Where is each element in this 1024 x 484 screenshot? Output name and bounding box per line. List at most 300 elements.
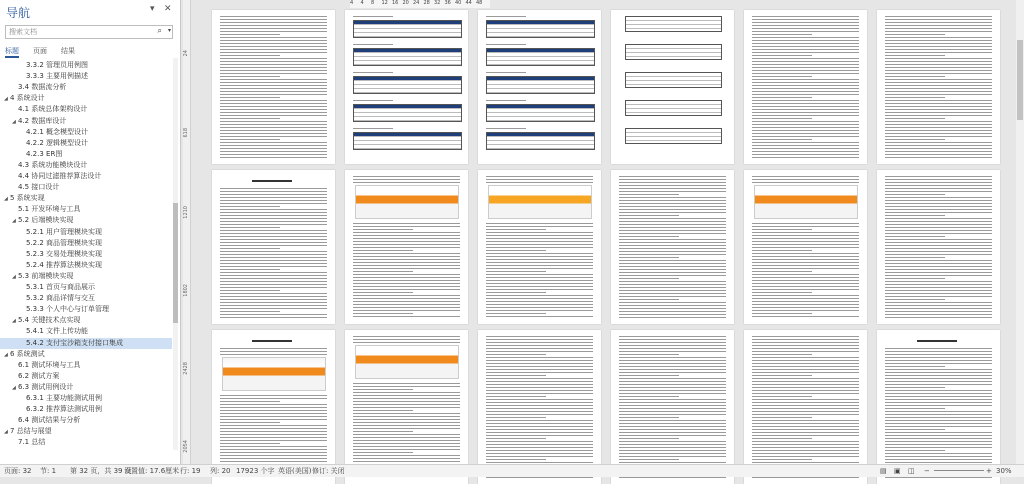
text-line [619, 236, 679, 237]
ruler-number: 1802 [183, 284, 189, 297]
text-line [885, 61, 992, 62]
text-line [885, 191, 992, 192]
text-line [220, 209, 327, 210]
document-scroll-thumb[interactable] [1017, 40, 1023, 120]
collapse-arrow-icon[interactable]: ◢ [4, 196, 8, 203]
collapse-arrow-icon[interactable]: ◢ [12, 218, 16, 225]
text-line [220, 82, 327, 83]
text-line [353, 413, 460, 414]
text-line [353, 386, 460, 387]
text-line [353, 383, 460, 384]
text-line [752, 28, 859, 29]
status-words[interactable]: 17923 个字 [236, 467, 275, 475]
text-line [885, 408, 945, 409]
text-line [752, 148, 859, 149]
text-line [220, 242, 327, 243]
text-line [486, 310, 593, 311]
text-line [752, 477, 859, 478]
status-page[interactable]: 页面: 32 [4, 467, 32, 475]
text-line [220, 431, 327, 432]
nav-item-label: 4.1 系统总体架构设计 [18, 105, 88, 114]
ruler-number: 48 [476, 0, 483, 6]
nav-item-label: 5.4.2 支付宝沙箱支付接口集成 [26, 338, 124, 347]
nav-item-label: 4.2.3 ER图 [26, 149, 63, 158]
nav-item-label: 6.3 测试用例设计 [18, 382, 74, 391]
table-header-bar [487, 133, 594, 136]
text-line [752, 67, 859, 68]
text-line [220, 413, 327, 414]
text-line [885, 37, 992, 38]
nav-item-label: 7.1 总结 [18, 438, 46, 447]
text-line [486, 420, 593, 421]
nav-item[interactable] [0, 60, 172, 71]
text-line [220, 188, 327, 189]
text-line [752, 136, 859, 137]
document-page[interactable] [611, 170, 734, 324]
zoom-in-icon[interactable]: + [986, 467, 992, 475]
document-page[interactable] [345, 170, 468, 324]
text-line [220, 227, 280, 228]
document-page[interactable] [478, 170, 601, 324]
text-line [885, 242, 992, 243]
document-page[interactable] [212, 170, 335, 324]
text-line [353, 455, 460, 456]
view-print-icon[interactable]: ▣ [894, 467, 901, 475]
text-line [220, 311, 280, 312]
text-line [619, 281, 726, 282]
nav-item[interactable] [0, 71, 172, 82]
status-page-of[interactable]: 第 32 页，共 39 页 [70, 467, 132, 475]
text-line [752, 121, 859, 122]
text-line [486, 381, 593, 382]
nav-item[interactable] [0, 215, 172, 226]
text-line [353, 404, 460, 405]
text-line [220, 88, 327, 89]
text-line [353, 265, 460, 266]
text-line [885, 317, 992, 318]
text-line [752, 22, 859, 23]
text-line [752, 182, 859, 183]
table-header-bar [487, 49, 594, 52]
ruler-number: 2428 [183, 362, 189, 375]
text-line [885, 251, 992, 252]
document-page[interactable] [611, 10, 734, 164]
tab-headings[interactable]: 标题 [5, 46, 19, 58]
text-line [353, 44, 393, 45]
text-line [220, 218, 327, 219]
text-line [353, 446, 460, 447]
text-line [220, 103, 327, 104]
document-page[interactable] [877, 170, 1000, 324]
text-line [486, 280, 593, 281]
text-line [220, 446, 327, 447]
text-line [220, 434, 327, 435]
text-line [220, 281, 327, 282]
status-column[interactable]: 列: 20 [210, 467, 231, 475]
text-line [220, 58, 327, 59]
nav-item-label: 5.2.1 用户管理模块实现 [26, 227, 103, 236]
text-line [752, 64, 859, 65]
nav-scroll-thumb[interactable] [173, 203, 178, 323]
text-line [220, 449, 327, 450]
collapse-arrow-icon[interactable]: ◢ [12, 384, 16, 391]
text-line [220, 266, 327, 267]
text-line [220, 398, 327, 399]
text-line [353, 440, 460, 441]
text-line [353, 461, 460, 462]
text-line [619, 176, 726, 177]
document-page[interactable] [744, 10, 867, 164]
nav-item[interactable] [0, 404, 172, 415]
text-line [885, 218, 992, 219]
text-line [885, 432, 992, 433]
nav-item[interactable] [0, 271, 172, 282]
collapse-arrow-icon[interactable]: ◢ [4, 96, 8, 103]
nav-item-label: 5.3.3 个人中心与订单管理 [26, 305, 110, 314]
text-line [353, 431, 413, 432]
nav-item[interactable] [0, 282, 172, 293]
nav-item[interactable] [0, 138, 172, 149]
text-line [752, 348, 859, 349]
status-setting[interactable]: 设置值: 17.6厘米 [124, 467, 180, 475]
text-line [486, 295, 593, 296]
view-web-icon[interactable]: ◫ [908, 467, 915, 475]
navigation-title: 导航 [6, 6, 31, 20]
text-line [619, 435, 726, 436]
nav-item[interactable] [0, 382, 172, 393]
text-line [752, 459, 812, 460]
search-input[interactable] [5, 25, 173, 39]
text-line [486, 363, 593, 364]
document-page[interactable] [744, 170, 867, 324]
text-line [220, 25, 327, 26]
text-line [619, 390, 726, 391]
text-line [885, 429, 945, 430]
text-line [885, 284, 992, 285]
text-line [885, 148, 992, 149]
nav-item-label: 6.2 测试方案 [18, 371, 60, 380]
collapse-arrow-icon[interactable]: ◢ [4, 351, 8, 358]
text-line [619, 351, 726, 352]
text-line [220, 404, 327, 405]
text-line [220, 55, 280, 56]
nav-item-label: 4.4 协同过滤推荐算法设计 [18, 172, 102, 180]
text-line [885, 179, 992, 180]
text-line [220, 22, 327, 23]
text-line [885, 197, 992, 198]
text-line [220, 79, 327, 80]
nav-item[interactable] [0, 315, 172, 326]
screenshot-thumbnail [754, 185, 858, 219]
text-line [619, 317, 726, 318]
text-line [353, 16, 393, 17]
text-line [220, 269, 280, 270]
text-line [353, 307, 460, 308]
zoom-level[interactable]: 30% [996, 467, 1012, 475]
text-line [885, 109, 992, 110]
text-line [619, 441, 726, 442]
text-line [885, 227, 992, 228]
text-line [885, 94, 992, 95]
text-line [220, 305, 327, 306]
text-line [353, 226, 460, 227]
status-line[interactable]: 行: 19 [180, 467, 201, 475]
document-page[interactable] [345, 10, 468, 164]
text-line [220, 127, 327, 128]
text-line [220, 251, 327, 252]
text-line [619, 447, 726, 448]
nav-item[interactable] [0, 338, 172, 349]
text-line [220, 236, 327, 237]
text-line [220, 130, 327, 131]
text-line [752, 375, 812, 376]
text-line [220, 425, 327, 426]
nav-item[interactable] [0, 360, 172, 371]
text-line [220, 275, 327, 276]
text-line [885, 311, 992, 312]
collapse-arrow-icon[interactable]: ◢ [12, 318, 16, 325]
text-line [619, 378, 726, 379]
text-line [619, 287, 726, 288]
nav-item-label: 6.3.1 主要功能测试用例 [26, 394, 103, 402]
status-track-changes[interactable]: 修订: 关闭 [312, 467, 345, 475]
text-line [220, 272, 327, 273]
text-line [486, 307, 593, 308]
text-line [619, 179, 726, 180]
text-line [486, 277, 593, 278]
text-line [752, 223, 859, 224]
nav-scrollbar[interactable] [173, 58, 178, 450]
text-line [752, 115, 859, 116]
nav-item[interactable] [0, 93, 172, 104]
text-line [220, 248, 280, 249]
text-line [486, 182, 593, 183]
text-line [885, 124, 992, 125]
text-line [353, 422, 460, 423]
text-line [885, 296, 992, 297]
view-read-icon[interactable]: ▤ [880, 467, 887, 475]
document-scrollbar[interactable] [1016, 0, 1024, 464]
document-page[interactable] [478, 10, 601, 164]
search-dropdown-icon[interactable]: ▾ [167, 27, 171, 34]
text-line [752, 298, 859, 299]
text-line [885, 188, 992, 189]
document-page[interactable] [611, 330, 734, 484]
text-line [752, 253, 859, 254]
nav-item[interactable] [0, 437, 172, 448]
text-line [619, 357, 726, 358]
nav-item[interactable] [0, 426, 172, 437]
text-line [885, 287, 992, 288]
screenshot-thumbnail [355, 185, 459, 219]
ruler-number: 28 [423, 0, 430, 6]
nav-item[interactable] [0, 260, 172, 271]
text-line [619, 375, 679, 376]
text-line [885, 257, 945, 258]
collapse-arrow-icon[interactable]: ◢ [12, 273, 16, 280]
nav-item[interactable] [0, 227, 172, 238]
text-line [885, 477, 992, 478]
text-line [885, 203, 992, 204]
document-page[interactable] [478, 330, 601, 484]
text-line [353, 401, 460, 402]
zoom-out-icon[interactable]: − [924, 467, 930, 475]
text-line [885, 369, 992, 370]
nav-item[interactable] [0, 293, 172, 304]
text-line [885, 357, 992, 358]
nav-item[interactable] [0, 182, 172, 193]
text-line [619, 197, 726, 198]
text-line [752, 127, 859, 128]
text-line [752, 456, 859, 457]
nav-item[interactable] [0, 415, 172, 426]
close-icon[interactable]: ✕ [164, 4, 172, 14]
text-line [619, 254, 726, 255]
text-line [885, 79, 992, 80]
nav-item[interactable] [0, 393, 172, 404]
text-line [353, 244, 460, 245]
nav-item[interactable] [0, 371, 172, 382]
text-line [752, 441, 859, 442]
text-line [885, 302, 992, 303]
nav-item[interactable] [0, 204, 172, 215]
text-line [353, 310, 460, 311]
text-line [486, 393, 593, 394]
text-line [619, 432, 726, 433]
text-line [220, 287, 327, 288]
text-line [752, 151, 859, 152]
nav-item-label: 5.2.3 交易处理模块实现 [26, 249, 103, 258]
nav-item[interactable] [0, 116, 172, 127]
text-line [752, 61, 859, 62]
text-line [885, 52, 992, 53]
text-line [486, 447, 593, 448]
nav-item[interactable] [0, 193, 172, 204]
text-line [486, 444, 593, 445]
text-line [486, 223, 593, 224]
text-line [885, 58, 992, 59]
text-line [885, 151, 992, 152]
text-line [486, 432, 593, 433]
text-line [353, 316, 460, 317]
text-line [353, 398, 460, 399]
text-line [220, 284, 327, 285]
nav-item[interactable] [0, 304, 172, 315]
text-line [220, 440, 327, 441]
nav-item[interactable] [0, 149, 172, 160]
table-thumbnail [353, 48, 462, 66]
document-page[interactable] [345, 330, 468, 484]
text-line [619, 423, 726, 424]
text-line [619, 459, 679, 460]
search-icon[interactable]: ⌕ [157, 26, 162, 35]
tab-results[interactable]: 结果 [61, 47, 75, 55]
text-line [220, 416, 327, 417]
status-section[interactable]: 节: 1 [40, 467, 57, 475]
text-line [752, 286, 859, 287]
document-page[interactable] [877, 330, 1000, 484]
text-line [353, 241, 460, 242]
collapse-arrow-icon[interactable]: ◢ [12, 118, 16, 125]
nav-item[interactable] [0, 171, 172, 182]
text-line [885, 239, 992, 240]
text-line [220, 452, 327, 453]
text-line [885, 293, 992, 294]
text-line [619, 278, 679, 279]
status-language[interactable]: 英语(美国) [278, 467, 312, 475]
text-line [619, 348, 726, 349]
text-line [486, 316, 593, 317]
document-page[interactable] [212, 330, 335, 484]
text-line [353, 292, 413, 293]
text-line [486, 417, 546, 418]
text-line [353, 437, 460, 438]
nav-item[interactable] [0, 160, 172, 171]
text-line [486, 339, 593, 340]
nav-item[interactable] [0, 104, 172, 115]
nav-item-label: 5.4.1 文件上传功能 [26, 327, 89, 336]
table-thumbnail [625, 16, 722, 32]
collapse-arrow-icon[interactable]: ◢ [4, 429, 8, 436]
text-line [885, 417, 992, 418]
text-line [885, 459, 992, 460]
text-line [486, 348, 593, 349]
table-thumbnail [353, 76, 462, 94]
text-line [885, 245, 992, 246]
text-line [353, 389, 413, 390]
text-line [486, 100, 526, 101]
text-line [220, 46, 327, 47]
zoom-slider[interactable] [934, 470, 984, 471]
document-page[interactable] [212, 10, 335, 164]
text-line [885, 106, 992, 107]
nav-item-label: 4.3 系统功能模块设计 [18, 160, 88, 169]
text-line [885, 16, 992, 17]
text-line [752, 46, 859, 47]
nav-item[interactable] [0, 127, 172, 138]
text-line [220, 437, 327, 438]
text-line [619, 248, 726, 249]
text-line [752, 354, 812, 355]
tab-pages[interactable]: 页面 [33, 47, 47, 55]
text-line [885, 209, 992, 210]
text-line [220, 215, 327, 216]
text-line [619, 408, 726, 409]
text-line [752, 453, 859, 454]
text-line [752, 256, 859, 257]
pane-menu-icon[interactable]: ▾ [150, 4, 155, 14]
text-line [486, 435, 593, 436]
nav-item[interactable] [0, 238, 172, 249]
text-line [752, 100, 859, 101]
text-line [885, 67, 992, 68]
text-line [220, 206, 280, 207]
nav-item[interactable] [0, 349, 172, 360]
text-line [220, 139, 280, 140]
text-line [220, 395, 327, 396]
nav-item[interactable] [0, 82, 172, 93]
document-page[interactable] [744, 330, 867, 484]
text-line [619, 311, 726, 312]
nav-item[interactable] [0, 326, 172, 337]
text-line [885, 453, 992, 454]
text-line [486, 286, 593, 287]
nav-item[interactable] [0, 249, 172, 260]
text-line [486, 292, 546, 293]
text-line [752, 438, 812, 439]
text-line [619, 345, 726, 346]
document-page[interactable] [877, 10, 1000, 164]
